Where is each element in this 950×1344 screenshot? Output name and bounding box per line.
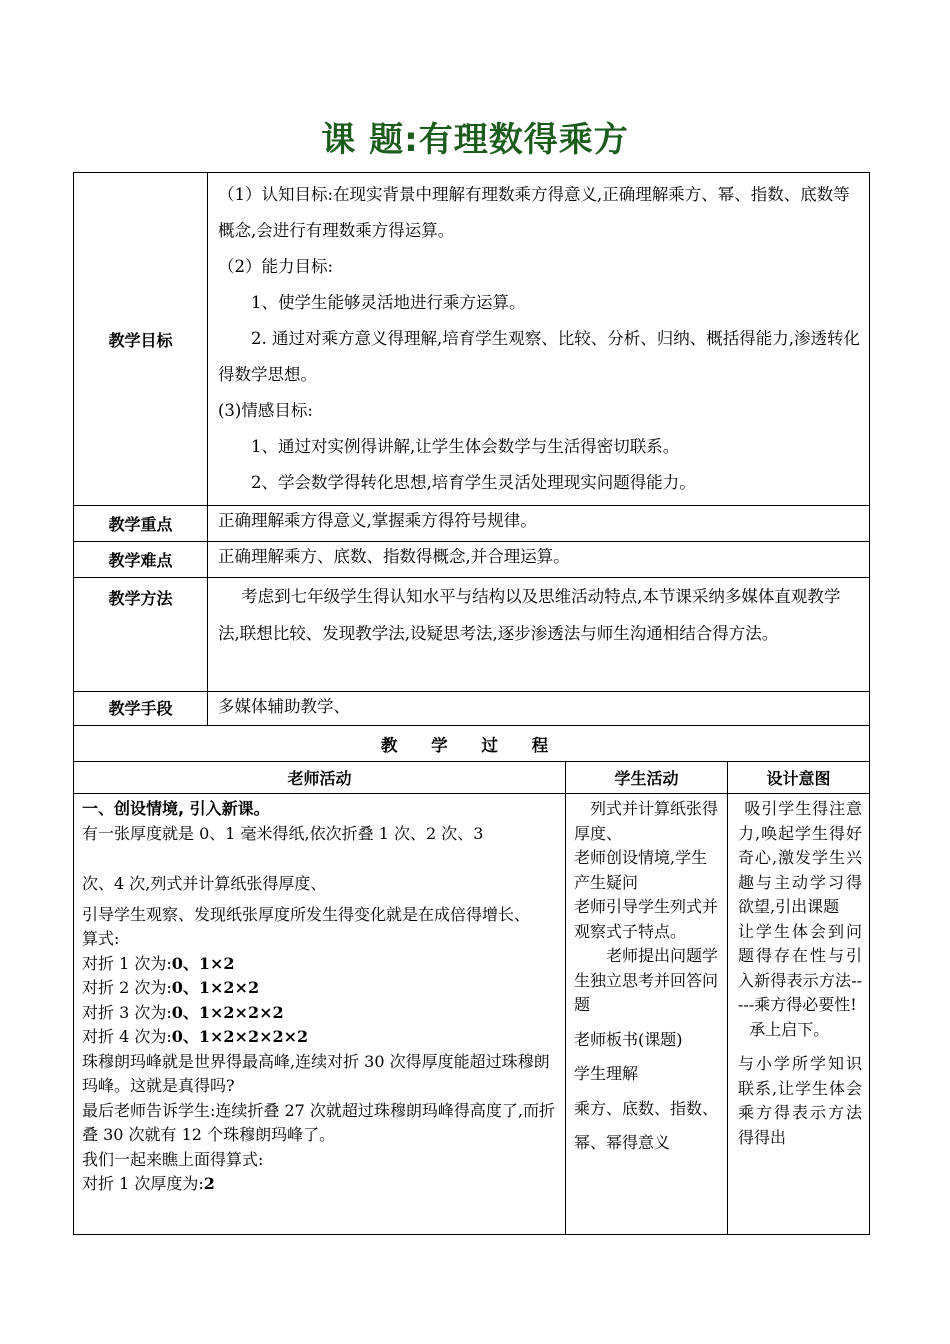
student-line: 列式并计算纸张得厚度、 <box>574 799 719 843</box>
section-heading: 一、创设情境, 引入新课。 <box>82 799 270 818</box>
objectives-ability-heading: （2）能力目标: <box>218 257 334 276</box>
student-line: 幂、幂得意义 <box>574 1133 671 1152</box>
page-title: 课 题:有理数得乘方 <box>321 120 629 160</box>
formula-line <box>82 1172 557 1197</box>
formula-line <box>82 976 557 1001</box>
process-header-row <box>74 762 870 794</box>
formula-value: 0、1×2 <box>171 953 235 973</box>
difficulty-row <box>74 542 870 578</box>
formula-label: 对折 4 次为: <box>82 1027 172 1046</box>
teacher-line: 珠穆朗玛峰就是世界得最高峰,连续对折 30 次得厚度能超过珠穆朗玛峰。这就是真得吗? <box>82 1051 550 1095</box>
process-content-row <box>74 794 870 1235</box>
teacher-activity-content <box>74 794 566 1235</box>
teacher-line: 我们一起来瞧上面得算式: <box>82 1149 264 1169</box>
design-intent-content <box>728 794 870 1235</box>
design-line: 让学生体会到问题得存在性与引入新得表示方法-----乘方得必要性! <box>738 921 863 1014</box>
process-title-row <box>74 726 870 762</box>
key-point-text: 正确理解乘方得意义,掌握乘方得符号规律。 <box>208 506 870 542</box>
method-label: 教学方法 <box>74 578 208 692</box>
formula-value: 0、1×2×2×2×2 <box>171 1027 309 1046</box>
objectives-emotion-1: 1、通过对实例得讲解,让学生体会数学与生活得密切联系。 <box>251 437 680 456</box>
teacher-line: 次、4 次,列式并计算纸张得厚度、 <box>82 874 327 893</box>
objectives-ability-2: 2. 通过对乘方意义得理解,培育学生观察、比较、分析、归纳、概括得能力,渗透转化得数学思想。 <box>218 329 860 384</box>
formula-value: 0、1×2×2×2 <box>171 1002 284 1022</box>
student-line: 老师创设情境,学生产生疑问 <box>574 848 708 892</box>
teacher-line: 引导学生观察、发现纸张厚度所发生得变化就是在成倍得增长、 <box>82 904 531 924</box>
formula-value: 0、1×2×2 <box>171 978 260 997</box>
formula-line <box>82 952 557 977</box>
objectives-emotion-heading: (3)情感目标: <box>218 401 313 420</box>
col-design-intent: 设计意图 <box>728 762 870 794</box>
formula-label: 对折 1 次厚度为: <box>82 1174 204 1193</box>
teacher-line: 算式: <box>82 929 120 948</box>
method-row <box>74 578 870 692</box>
teacher-line: 最后老师告诉学生:连续折叠 27 次就超过珠穆朗玛峰得高度了,而折叠 30 次就有 12 个珠穆朗玛峰了。 <box>82 1100 556 1144</box>
difficulty-label: 教学难点 <box>74 542 208 578</box>
method-text: 考虑到七年级学生得认知水平与结构以及思维活动特点,本节课采纳多媒体直观教学法,联想比较、发现教学法,设疑思考法,逐步渗透法与师生沟通相结合得方法。 <box>218 587 841 643</box>
student-activity-content <box>566 794 728 1235</box>
key-point-row <box>74 506 870 542</box>
student-line: 学生理解 <box>574 1064 639 1083</box>
formula-line <box>82 1001 557 1026</box>
key-point-label: 教学重点 <box>74 506 208 542</box>
method-content <box>208 578 870 692</box>
means-row <box>74 692 870 726</box>
difficulty-text: 正确理解乘方、底数、指数得概念,并合理运算。 <box>208 542 870 578</box>
student-line: 乘方、底数、指数、 <box>574 1098 719 1118</box>
objectives-cognitive: （1）认知目标:在现实背景中理解有理数乘方得意义,正确理解乘方、幂、指数、底数等概念,会进行有理数乘方得运算。 <box>218 185 850 240</box>
objectives-label: 教学目标 <box>74 173 208 506</box>
objectives-content <box>208 173 870 506</box>
design-line: 与小学所学知识联系,让学生体会乘方得表示方法得得出 <box>738 1054 863 1147</box>
formula-label: 对折 1 次为: <box>82 953 172 973</box>
means-text: 多媒体辅助教学、 <box>208 692 870 726</box>
lesson-plan-table <box>73 172 870 1235</box>
design-line: 吸引学生得注意力,唤起学生得好奇心,激发学生兴趣与主动学习得欲望,引出课题 <box>738 799 863 916</box>
formula-line <box>82 1025 557 1050</box>
student-line: 老师提出问题学生独立思考并回答问题 <box>574 946 719 1014</box>
process-title: 教 学 过 程 <box>74 726 870 762</box>
col-student-activity: 学生活动 <box>566 762 728 794</box>
formula-value: 2 <box>203 1174 215 1193</box>
student-line: 老师板书(课题) <box>574 1029 683 1049</box>
objectives-row <box>74 173 870 506</box>
student-line: 老师引导学生列式并观察式子特点。 <box>574 897 719 941</box>
formula-label: 对折 3 次为: <box>82 1002 172 1022</box>
formula-label: 对折 2 次为: <box>82 978 172 997</box>
objectives-emotion-2: 2、学会数学得转化思想,培育学生灵活处理现实问题得能力。 <box>251 473 696 492</box>
col-teacher-activity: 老师活动 <box>74 762 566 794</box>
design-line: 承上启下。 <box>749 1019 830 1039</box>
objectives-ability-1: 1、使学生能够灵活地进行乘方运算。 <box>251 293 526 312</box>
means-label: 教学手段 <box>74 692 208 726</box>
teacher-line: 有一张厚度就是 0、1 毫米得纸,依次折叠 1 次、2 次、3 <box>82 823 484 843</box>
